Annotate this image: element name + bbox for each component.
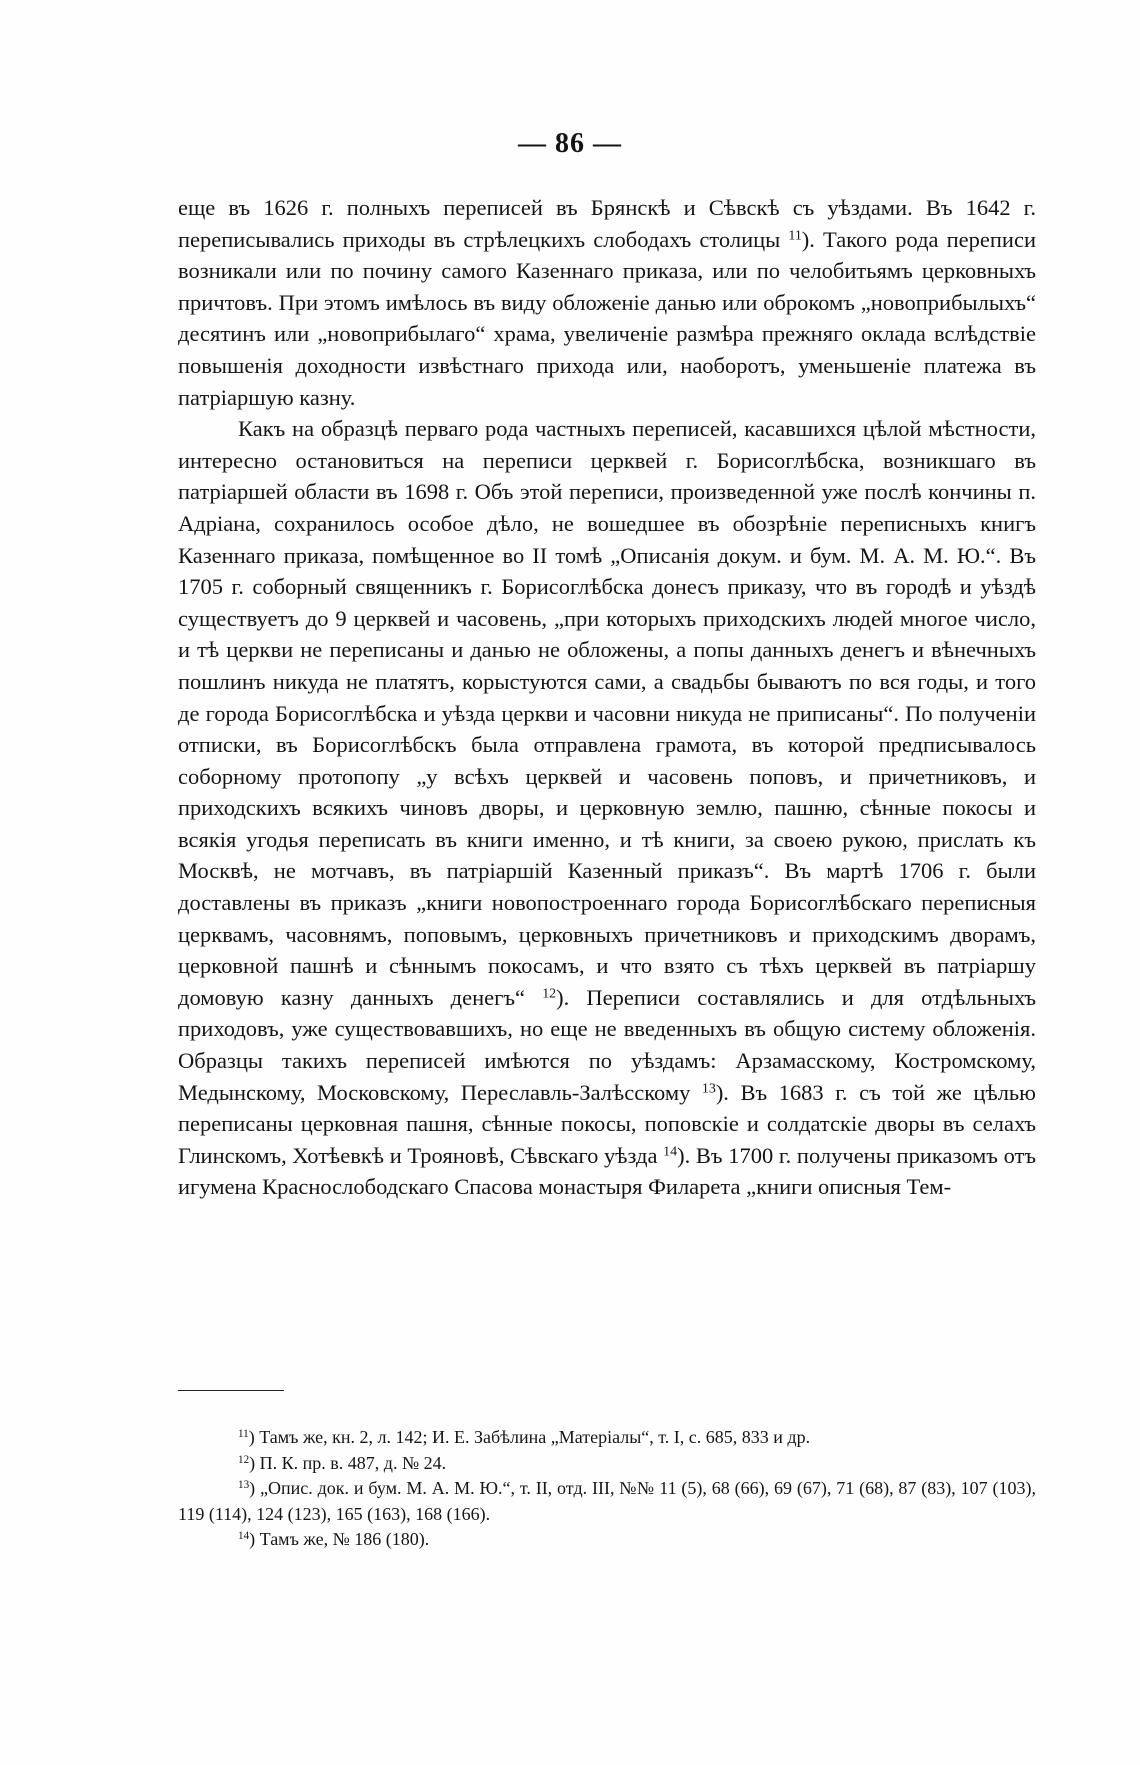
text-run: ). Переписи составлялись и для отдѣльныхъ приходовъ, уже существовавшихъ, но еще не введенныхъ въ общую систему обложенія. Образцы такихъ переписей имѣются по уѣздамъ: Арзамасскому, Костромскому, Медынскому, Московскому, Переславль-Залѣсскому: [178, 984, 1036, 1105]
text-run: еще въ 1626 г. полныхъ переписей въ Брянскѣ и Сѣвскѣ съ уѣздами. Въ 1642 г. переписывались приходы въ стрѣлецкихъ слободахъ столицы: [178, 195, 1036, 252]
footnotes: [178, 1425, 1036, 1553]
text-run: ). Такого рода переписи возникали или по почину самого Казеннаго приказа, или по челобитьямъ церковныхъ причтовъ. При этомъ имѣлось въ виду обложеніе данью или оброкомъ „новоприбылыхъ“ десятинъ или „новоприбылаго“ храма, увеличеніе размѣра прежняго оклада вслѣдствіе повышенія доходности извѣстнаго прихода или, наоборотъ, уменьшеніе платежа въ патріаршую казну.: [178, 226, 1037, 410]
footnote-12: [178, 1451, 1036, 1477]
footnote-text: ) „Опис. док. и бум. М. А. М. Ю.“, т. II, отд. III, №№ 11 (5), 68 (66), 69 (67), 71 (68), 87 (83), 107 (103), 119 (114), 124 (123), 165 (163), 168 (166).: [178, 1478, 1036, 1524]
footnote-text: ) Тамъ же, № 186 (180).: [249, 1529, 430, 1549]
footnote-marker: 12: [238, 1453, 250, 1466]
footnote-11: [178, 1425, 1036, 1451]
footnote-text: ) Тамъ же, кн. 2, л. 142; И. Е. Забѣлина „Матеріалы“, т. I, с. 685, 833 и др.: [248, 1427, 811, 1447]
body-text: [178, 192, 1036, 1203]
footnote-marker: 14: [238, 1529, 250, 1542]
footnote-13: [178, 1476, 1036, 1527]
footnote-reference: 11: [788, 227, 802, 243]
text-run: ). Въ 1700 г. получены приказомъ отъ игумена Краснослободскаго Спасова монастыря Филарета „книги описныя Тем-: [178, 1142, 1036, 1200]
footnote-reference: 14: [663, 1144, 678, 1160]
footnote-text: ) П. К. пр. в. 487, д. № 24.: [249, 1452, 447, 1473]
footnote-reference: 12: [542, 986, 557, 1002]
footnote-marker: 11: [238, 1427, 249, 1440]
text-run: Какъ на образцѣ перваго рода частныхъ переписей, касавшихся цѣлой мѣстности, интересно остановиться на переписи церквей г. Борисоглѣбска, возникшаго въ патріаршей области въ 1698 г. Объ этой переписи, произведенной уже послѣ кончины п. Адріана, сохранилось особое дѣло, не вошедшее въ обозрѣніе переписныхъ книгъ Казеннаго приказа, помѣщенное во II томѣ „Описанія докум. и бум. М. А. М. Ю.“. Въ 1705 г. соборный священникъ г. Борисоглѣбска донесъ приказу, что въ городѣ и уѣздѣ существуетъ до 9 церквей и часовень, „при которыхъ приходскихъ людей многое число, и тѣ церкви не переписаны и данью не обложены, а попы данныхъ денегъ и вѣнечныхъ пошлинъ никуда не платятъ, корыстуются сами, а свадьбы бываютъ по вся годы, и того де города Борисоглѣбска и уѣзда церкви и часовни никуда не приписаны“. По полученіи отписки, въ Борисоглѣбскъ была отправлена грамота, въ которой предписывалось соборному протопопу „у всѣхъ церквей и часовень поповъ, и причетниковъ, и приходскихъ всякихъ чиновъ дворы, и церковную землю, пашню, сѣнные покосы и всякія угодья переписать въ книги именно, и тѣ книги, за своею рукою, прислать къ Москвѣ, не мотчавъ, въ патріаршій Казенный приказъ“. Въ мартѣ 1706 г. были доставлены въ приказъ „книги новопостроеннаго города Борисоглѣбскаго переписныя церквамъ, часовнямъ, поповымъ, церковныхъ причетниковъ и приходскимъ дворамъ, церковной пашнѣ и сѣннымъ покосамъ, и что взято съ тѣхъ церквей въ патріаршу домовую казну данныхъ денегъ“: [178, 416, 1036, 1010]
footnote-reference: 13: [701, 1080, 716, 1096]
footnote-marker: 13: [238, 1478, 250, 1491]
footnote-14: [178, 1527, 1036, 1553]
page-number: — 86 —: [518, 128, 622, 159]
footnote-rule: [178, 1390, 284, 1391]
text-run: ). Въ 1683 г. съ той же цѣлью переписаны церковная пашня, сѣнные покосы, поповскіе и солдатскіе дворы въ селахъ Глинскомъ, Хотѣевкѣ и Трояновѣ, Сѣвскаго уѣзда: [178, 1079, 1036, 1168]
paragraph-1: [178, 192, 1036, 413]
paragraph-2: [178, 413, 1036, 1203]
